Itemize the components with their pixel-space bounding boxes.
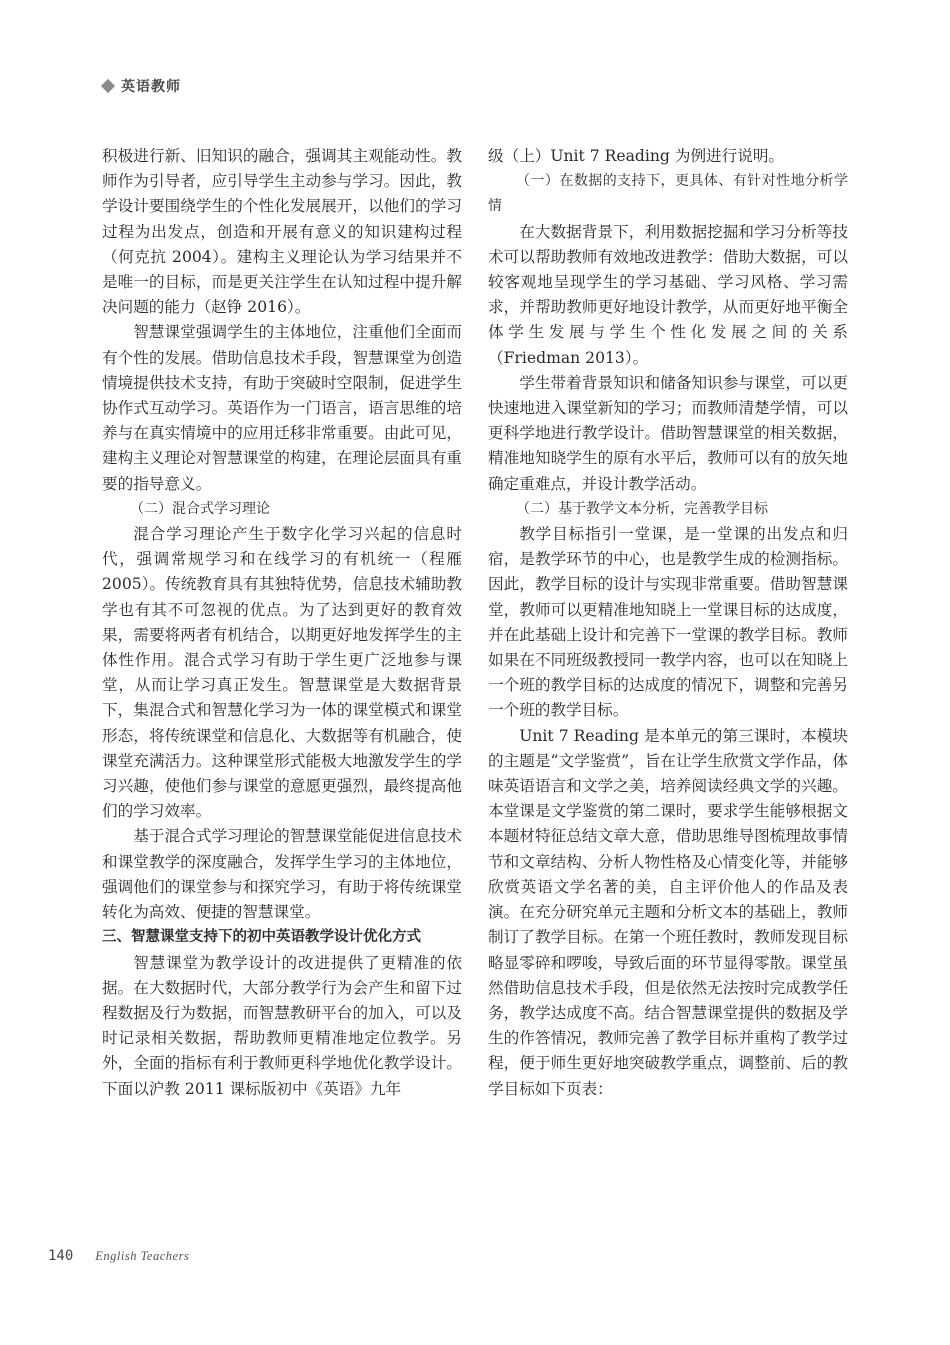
paragraph: 基于混合式学习理论的智慧课堂能促进信息技术和课堂教学的深度融合，发挥学生学习的主体地位，强调他们的课堂参与和探究学习，有助于将传统课堂转化为高效、便捷的智慧课堂。 [102,827,462,922]
section-heading: 三、智慧课堂支持下的初中英语教学设计优化方式 [102,929,421,946]
paragraph: 级（上）Unit 7 Reading 为例进行说明。 [488,147,785,165]
paragraph: 教学目标指引一堂课，是一堂课的出发点和归宿，是教学环节的中心，也是教学生成的检测指标。因此，教学目标的设计与实现非常重要。借助智慧课堂，教师可以更精准地知晓上一堂课目标的达成度，并在此基础上设计和完善下一堂课的教学目标。教师如果在不同班级教授同一教学内容，也可以在知晓上一个班的教学目标的达成度的情况下，调整和完善另一个班的教学目标。 [488,525,848,720]
paragraph: 在大数据背景下，利用数据挖掘和学习分析等技术可以帮助教师有效地改进教学：借助大数据，可以较客观地呈现学生的学习基础、学习风格、学习需求，并帮助教师更好地设计教学，从而更好地平衡全体学生发展与学生个性化发展之间的关系（Friedman 2013）。 [488,222,848,367]
paragraph: 智慧课堂强调学生的主体地位，注重他们全面而有个性的发展。借助信息技术手段，智慧课堂为创造情境提供技术支持，有助于突破时空限制，促进学生协作式互动学习。英语作为一门语言，语言思维的培养与在真实情境中的应用迁移非常重要。由此可见，建构主义理论对智慧课堂的构建，在理论层面具有重要的指导意义。 [102,323,462,493]
paragraph: 学生带着背景知识和储备知识参与课堂，可以更快速地进入课堂新知的学习；而教师清楚学情，可以更科学地进行教学设计。借助智慧课堂的相关数据，精准地知晓学生的原有水平后，教师可以有的放矢地确定重难点，并设计教学活动。 [488,373,848,493]
subsection-heading: （一）在数据的支持下，更具体、有针对性地分析学情 [488,173,848,215]
running-header [103,76,181,96]
subsection-heading: （二）基于教学文本分析，完善教学目标 [516,500,768,517]
journal-name: 英语教师 [121,79,181,95]
right-column [488,144,848,1102]
page-footer [48,1248,189,1264]
paragraph: Unit 7 Reading 是本单元的第三课时，本模块的主题是“文学鉴赏”，旨在让学生欣赏文学作品，体味英语语言和文学之美，培养阅读经典文学的兴趣。本堂课是文学鉴赏的第二课时，要求学生能够根据文本题材特征总结文章大意，借助思维导图梳理故事情节和文章结构、分析人物性格及心情变化等，并能够欣赏英语文学名著的美，自主评价他人的作品及表演。在充分研究单元主题和分析文本的基础上，教师制订了教学目标。在第一个班任教时，教师发现目标略显零碎和啰唆，导致后面的环节显得零散。课堂虽然借助信息技术手段，但是依然无法按时完成教学任务，教学达成度不高。结合智慧课堂提供的数据及学生的作答情况，教师完善了教学目标并重构了教学过程，便于师生更好地突破教学重点，调整前、后的教学目标如下页表： [488,726,848,1098]
paragraph: 混合学习理论产生于数字化学习兴起的信息时代，强调常规学习和在线学习的有机统一（程雁 2005）。传统教育具有其独特优势，信息技术辅助教学也有其不可忽视的优点。为了达到更好的教育效果，需要将两者有机结合，以期更好地发挥学生的主体性作用。混合式学习有助于学生更广泛地参与课堂，从而让学习真正发生。智慧课堂是大数据背景下，集混合式和智慧化学习为一体的课堂模式和课堂形态，将传统课堂和信息化、大数据等有机融合，使课堂充满活力。这种课堂形式能极大地激发学生的学习兴趣，使他们参与课堂的意愿更强烈，最终提高他们的学习效率。 [102,525,462,821]
diamond-icon [101,79,115,93]
left-column [102,144,462,1102]
page-number: 140 [48,1248,74,1264]
paragraph: 积极进行新、旧知识的融合，强调其主观能动性。教师作为引导者，应引导学生主动参与学习。因此，教学设计要围绕学生的个性化发展展开，以他们的学习过程为出发点，创造和开展有意义的知识建构过程（何克抗 2004）。建构主义理论认为学习结果并不是唯一的目标，而是更关注学生在认知过程中提升解决问题的能力（赵铮 2016）。 [102,147,462,317]
footer-journal-name: English Teachers [95,1249,190,1263]
subsection-heading: （二）混合式学习理论 [130,500,270,517]
paragraph: 智慧课堂为教学设计的改进提供了更精准的依据。在大数据时代，大部分教学行为会产生和留下过程数据及行为数据，而智慧教研平台的加入，可以及时记录相关数据，帮助教师更精准地定位教学。另外，全面的指标有利于教师更科学地优化教学设计。下面以沪教 2011 课标版初中《英语》九年 [102,953,462,1098]
